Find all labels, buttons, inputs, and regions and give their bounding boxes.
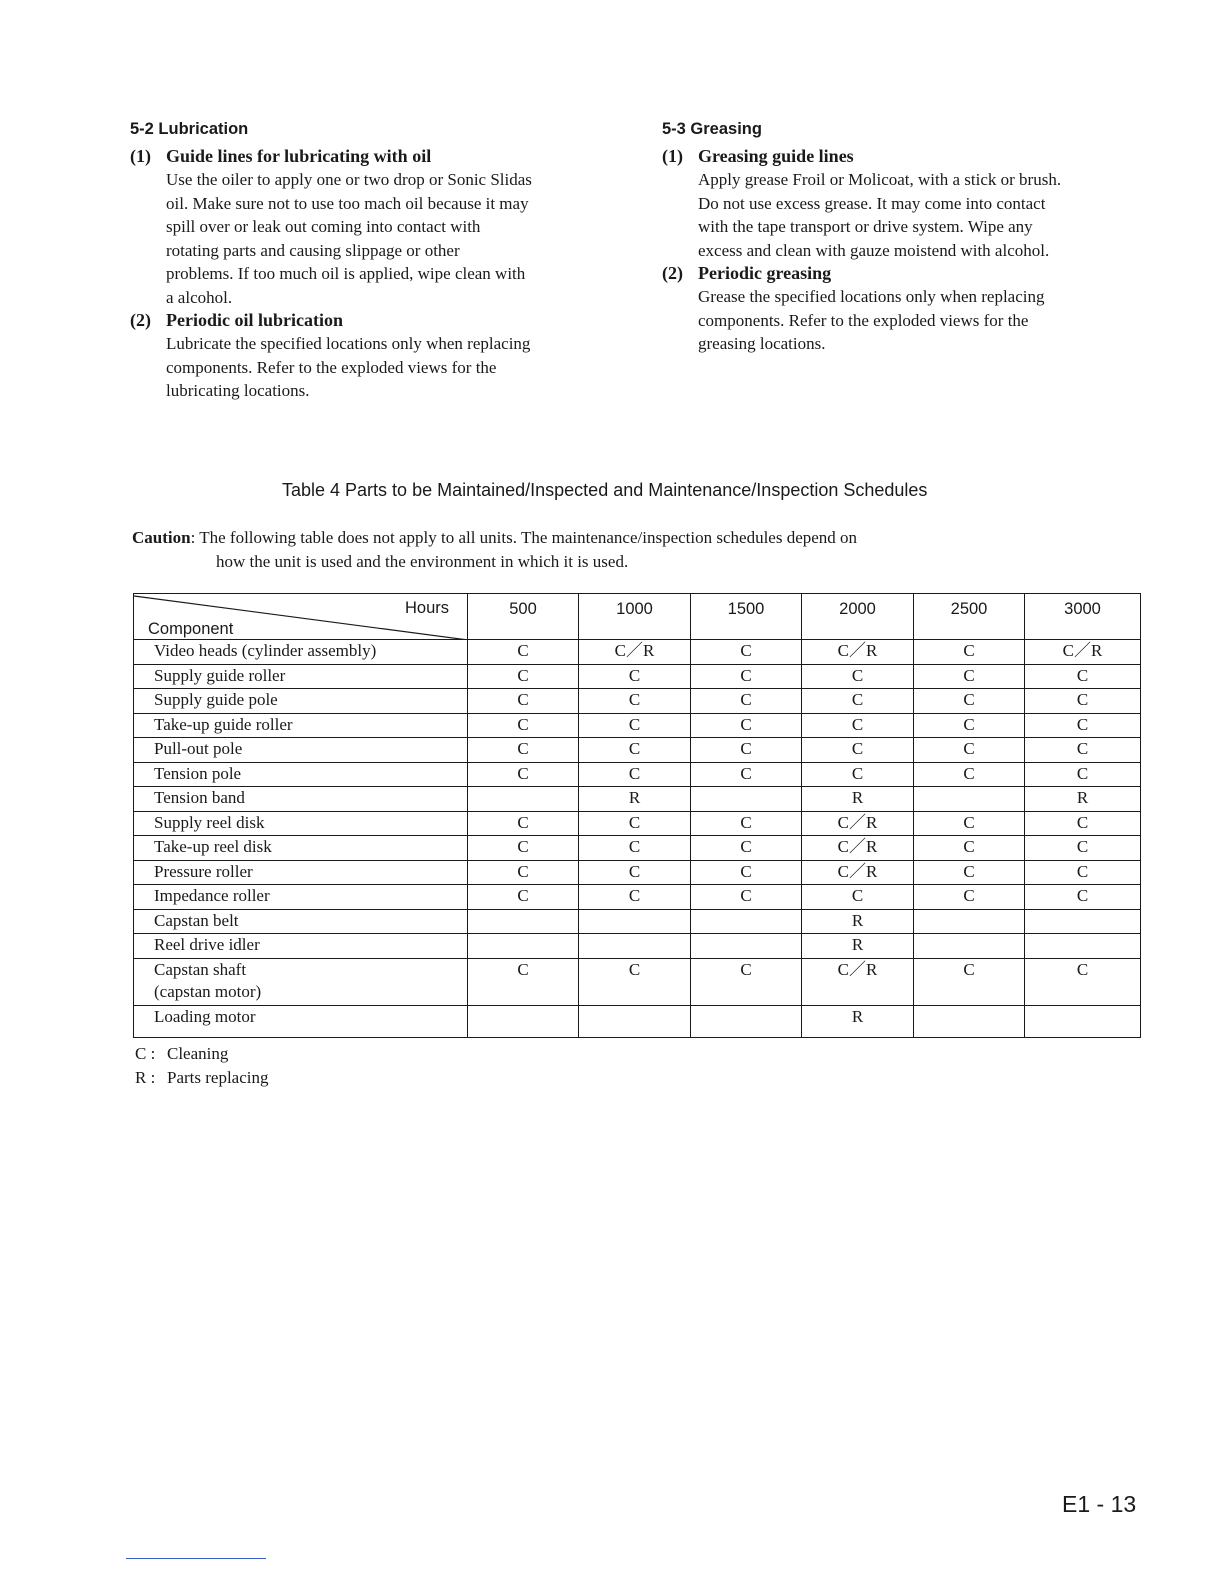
item-number: (1) (662, 146, 683, 166)
schedule-cell (691, 787, 802, 812)
body-line: Do not use excess grease. It may come into contact (698, 193, 1046, 213)
footer-rule (126, 1558, 266, 1559)
schedule-cell: C (914, 836, 1025, 861)
schedule-cell (579, 909, 691, 934)
schedule-cell (691, 909, 802, 934)
legend-item (135, 1066, 269, 1090)
schedule-cell: C (691, 811, 802, 836)
schedule-cell: C (1025, 860, 1141, 885)
body-line: excess and clean with gauze moistend with alcohol. (698, 240, 1050, 260)
schedule-cell: C (579, 689, 691, 714)
component-name-cell: Video heads (cylinder assembly) (134, 640, 468, 665)
schedule-cell: C (691, 885, 802, 910)
item-body (130, 332, 610, 403)
corner-header-cell (134, 594, 468, 640)
schedule-cell: C／R (802, 836, 914, 861)
item-number: (2) (130, 310, 151, 330)
schedule-cell: C (691, 958, 802, 1005)
schedule-cell (691, 1005, 802, 1037)
schedule-cell: C (579, 738, 691, 763)
schedule-cell: C (1025, 958, 1141, 1005)
hours-label: Hours (404, 599, 449, 617)
table-row (134, 811, 1141, 836)
schedule-cell: C (691, 762, 802, 787)
schedule-cell: C (691, 836, 802, 861)
body-line: problems. If too much oil is applied, wipe clean with (166, 264, 526, 283)
schedule-cell: C (468, 958, 579, 1005)
schedule-cell: C (1025, 738, 1141, 763)
schedule-cell: C (579, 860, 691, 885)
schedule-cell (1025, 1005, 1141, 1037)
body-line: oil. Make sure not to use too mach oil because it may (166, 193, 529, 213)
body-line: components. Refer to the exploded views for the (698, 310, 1029, 330)
item-heading: Greasing guide lines (698, 146, 854, 166)
schedule-cell: C (914, 762, 1025, 787)
schedule-cell: R (579, 787, 691, 812)
schedule-cell: C (468, 860, 579, 885)
table-row (134, 934, 1141, 959)
hours-header-cell: 2500 (914, 594, 1025, 640)
hours-header-cell: 1000 (579, 594, 691, 640)
schedule-cell: C (914, 689, 1025, 714)
component-name-cell: Pressure roller (134, 860, 468, 885)
schedule-cell: C (579, 836, 691, 861)
component-name-cell: Tension pole (134, 762, 468, 787)
schedule-cell (468, 787, 579, 812)
schedule-cell (468, 909, 579, 934)
schedule-cell: C (468, 885, 579, 910)
hours-header-cell: 2000 (802, 594, 914, 640)
component-name-cell (134, 958, 468, 1005)
schedule-cell: C (579, 664, 691, 689)
legend-code: C : (135, 1044, 156, 1063)
schedule-cell: C (691, 738, 802, 763)
table-header-row (134, 594, 1141, 640)
component-name-cell: Tension band (134, 787, 468, 812)
schedule-cell: C (468, 762, 579, 787)
schedule-cell: R (802, 787, 914, 812)
legend-code: R : (135, 1068, 156, 1087)
legend-text: Parts replacing (167, 1068, 269, 1087)
schedule-cell (914, 934, 1025, 959)
item-heading: Guide lines for lubricating with oil (166, 146, 432, 166)
schedule-cell: C (468, 811, 579, 836)
hours-header-cell: 3000 (1025, 594, 1141, 640)
schedule-cell: C (691, 860, 802, 885)
table-row (134, 885, 1141, 910)
table-row (134, 689, 1141, 714)
schedule-cell: C (579, 713, 691, 738)
body-line: Lubricate the specified locations only when replacing (166, 334, 531, 353)
caution-text-line1: : The following table does not apply to all units. The maintenance/inspection schedules depend on (190, 528, 858, 547)
schedule-cell (1025, 934, 1141, 959)
schedule-cell: C (1025, 762, 1141, 787)
item-number: (1) (130, 146, 151, 166)
component-name-cell: Loading motor (134, 1005, 468, 1037)
component-name-cell: Take-up reel disk (134, 836, 468, 861)
table-row (134, 1005, 1141, 1037)
lubrication-item-2 (130, 309, 610, 403)
schedule-cell: C (468, 738, 579, 763)
legend-text: Cleaning (167, 1044, 229, 1063)
table-row (134, 762, 1141, 787)
table-row (134, 836, 1141, 861)
body-line: greasing locations. (698, 334, 826, 353)
component-name-cell: Supply reel disk (134, 811, 468, 836)
schedule-cell (468, 934, 579, 959)
schedule-cell: C (914, 860, 1025, 885)
page-number: E1 - 13 (1062, 1491, 1137, 1517)
body-line: Grease the specified locations only when replacing (698, 287, 1045, 306)
component-name-cell: Supply guide roller (134, 664, 468, 689)
item-body (662, 285, 1142, 356)
schedule-cell: C (802, 664, 914, 689)
item-heading: Periodic greasing (698, 263, 832, 283)
schedule-cell: C／R (802, 860, 914, 885)
schedule-cell (914, 909, 1025, 934)
lubrication-title: 5-2 Lubrication (130, 120, 249, 138)
component-label: Component (148, 620, 234, 638)
body-line: a alcohol. (166, 287, 233, 307)
schedule-cell: R (802, 1005, 914, 1037)
schedule-cell: C (468, 640, 579, 665)
lubrication-section (130, 118, 610, 403)
schedule-cell: C (802, 713, 914, 738)
table-row (134, 958, 1141, 1005)
table-row (134, 909, 1141, 934)
schedule-cell: C (802, 762, 914, 787)
schedule-cell: C (914, 640, 1025, 665)
schedule-cell: R (1025, 787, 1141, 812)
schedule-cell: C (914, 713, 1025, 738)
schedule-cell: C (914, 811, 1025, 836)
maintenance-schedule-table (133, 593, 1141, 1038)
hours-header-cell: 500 (468, 594, 579, 640)
greasing-title: 5-3 Greasing (662, 120, 762, 138)
schedule-cell (1025, 909, 1141, 934)
schedule-cell: C (691, 664, 802, 689)
schedule-cell: C／R (802, 811, 914, 836)
schedule-cell: C (579, 885, 691, 910)
schedule-cell: C (914, 958, 1025, 1005)
schedule-cell: C (1025, 885, 1141, 910)
schedule-cell: C／R (579, 640, 691, 665)
table-row (134, 640, 1141, 665)
schedule-cell (914, 1005, 1025, 1037)
component-name-line: Capstan shaft (154, 959, 247, 979)
schedule-cell: C／R (802, 640, 914, 665)
component-name-cell: Impedance roller (134, 885, 468, 910)
caution-label: Caution (132, 528, 191, 547)
greasing-section (662, 118, 1142, 356)
schedule-cell: C (802, 738, 914, 763)
caution-note (132, 526, 1032, 574)
body-line: lubricating locations. (166, 381, 310, 400)
schedule-cell (579, 1005, 691, 1037)
schedule-cell: C (1025, 836, 1141, 861)
schedule-cell: C (691, 689, 802, 714)
item-body (130, 168, 610, 309)
schedule-cell: C (914, 664, 1025, 689)
table-legend (135, 1042, 269, 1090)
schedule-cell: C (579, 958, 691, 1005)
item-body (662, 168, 1142, 262)
schedule-cell: C (579, 762, 691, 787)
component-name-cell: Reel drive idler (134, 934, 468, 959)
schedule-cell: R (802, 909, 914, 934)
table-title: Table 4 Parts to be Maintained/Inspected and Maintenance/Inspection Schedules (282, 480, 928, 500)
schedule-cell (691, 934, 802, 959)
item-number: (2) (662, 263, 683, 283)
table-row (134, 664, 1141, 689)
schedule-cell: C (1025, 713, 1141, 738)
schedule-cell: C (1025, 664, 1141, 689)
schedule-cell: C (579, 811, 691, 836)
body-line: rotating parts and causing slippage or other (166, 240, 460, 260)
item-heading: Periodic oil lubrication (166, 310, 343, 330)
greasing-item-2 (662, 262, 1142, 356)
component-name-cell: Capstan belt (134, 909, 468, 934)
component-name-cell: Pull-out pole (134, 738, 468, 763)
schedule-cell: C (468, 713, 579, 738)
body-line: components. Refer to the exploded views for the (166, 357, 497, 377)
schedule-cell (914, 787, 1025, 812)
body-line: Apply grease Froil or Molicoat, with a stick or brush. (698, 170, 1062, 189)
schedule-cell: C (1025, 811, 1141, 836)
body-line: with the tape transport or drive system. Wipe any (698, 217, 1033, 236)
table-row (134, 860, 1141, 885)
schedule-cell: C (691, 713, 802, 738)
schedule-cell: C (468, 689, 579, 714)
table-row (134, 713, 1141, 738)
component-name-line: (capstan motor) (154, 981, 262, 1001)
schedule-cell: C (468, 664, 579, 689)
schedule-cell: C (914, 885, 1025, 910)
body-line: Use the oiler to apply one or two drop or Sonic Slidas (166, 170, 532, 189)
caution-text-line2: how the unit is used and the environment in which it is used. (216, 552, 629, 571)
schedule-cell: C／R (1025, 640, 1141, 665)
schedule-cell: C (802, 689, 914, 714)
table-row (134, 738, 1141, 763)
schedule-cell (579, 934, 691, 959)
schedule-cell: C (802, 885, 914, 910)
schedule-cell: C (1025, 689, 1141, 714)
schedule-cell: C (468, 836, 579, 861)
schedule-cell: C (691, 640, 802, 665)
body-line: spill over or leak out coming into contact with (166, 217, 481, 236)
component-name-cell: Supply guide pole (134, 689, 468, 714)
greasing-item-1 (662, 145, 1142, 262)
schedule-cell (468, 1005, 579, 1037)
schedule-cell: C／R (802, 958, 914, 1005)
table-row (134, 787, 1141, 812)
component-name-cell: Take-up guide roller (134, 713, 468, 738)
schedule-cell: R (802, 934, 914, 959)
lubrication-item-1 (130, 145, 610, 309)
legend-item (135, 1042, 269, 1066)
schedule-cell: C (914, 738, 1025, 763)
hours-header-cell: 1500 (691, 594, 802, 640)
